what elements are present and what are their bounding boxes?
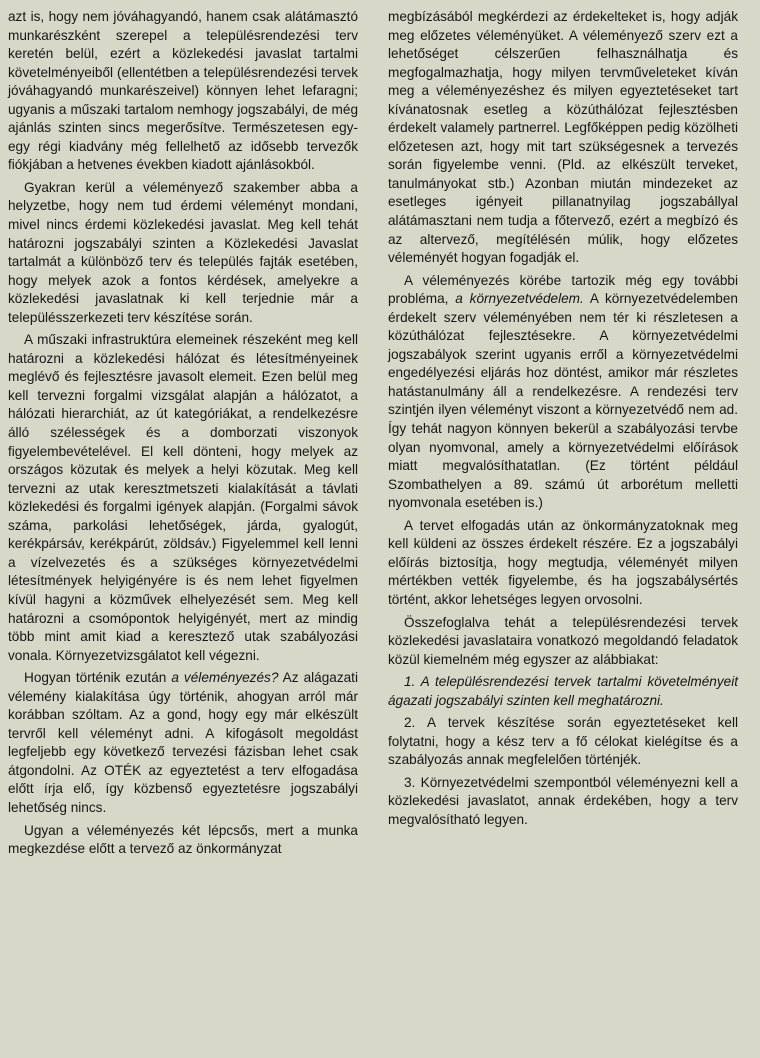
emphasized-term: a környezetvédelem.	[455, 291, 584, 307]
paragraph-continuation: megbízásából megkérdezi az érdekelteket is, hogy adják meg előzetes véleményüket. A véleményező szerv ezt a lehetőséget célszerűen felhasználhatja és megfogalmazhatja, hogy milyen tervműveleteket kíván meg a véleményezéshez és milyen egyeztetéseket tart kívánatosnak esetleg a közúthálózat fejlesztésben érdekelt valamely partnerrel. Legfőképpen pedig közölheti előzetesen azt, hogy mit tart szükségesnek a tervezés során figyelembe venni. (Pld. az elkészült terveket, tanulmányokat stb.) Azonban miután mindezeket az esetleges igényeit pillanatnyilag jogszabállyal alátámasztani nem tudja a főtervező, ezért a megbízó és az altervező, megítélésén múlik, hogy előzetes véleményét hogyan fogadják el.	[388, 9, 738, 266]
paragraph	[388, 272, 738, 513]
paragraph-text: Hogyan történik ezután	[24, 670, 172, 686]
paragraph: 3. Környezetvédelmi szempontból véleményezni kell a közlekedési javaslatot, annak érdekében, hogy a terv megvalósítható legyen.	[388, 774, 738, 827]
summary-point: 1. A településrendezési tervek tartalmi követelményeit ágazati jogszabályi szinten kell meghatározni.	[388, 674, 738, 708]
paragraph: Ugyan a véleményezés két lépcsős, mert a munka megkezdése előtt a tervező az önkormányzat	[8, 822, 358, 857]
paragraph-text: A véleményezés körébe tartozik még egy további probléma,	[388, 272, 738, 307]
paragraph-text: Az alágazati vélemény kialakítása úgy történik, ahogyan arról már korábban szóltam. Az a gond, hogy egy már elkészült tervről kell véleményt adni. A kifogásolt megoldást legfeljebb egy következő tervezési fázisban lehet csak átgondolni. Az OTÉK az egyeztetést a terv elfogadása előtt írja elő, így közbenső egyeztetésre jogszabályi lehetőség nincs.	[8, 670, 358, 815]
paragraph-text: A környezetvédelemben érdekelt szerv véleményében nem tér ki részletesen a közúthálózat fejlesztésekre. A környezetvédelmi jogszabályok szerint ugyanis erről a környezetvédelmi engedélyezési eljárás hoz döntést, amikor már részletes hatástanulmány áll a rendelkezésre. A rendezési terv szintjén ilyen véleményt viszont a környezetvédő nem ad. Így tehát nagyon könnyen bekerül a szabályozási tervbe olyan nyomvonal, amely a környezetvédelmi előírások miatt megvalósíthatatlan. (Ez történt például Szombathelyen a 89. számú út arborétum melletti nyomvonala esetében is.)	[388, 291, 738, 511]
paragraph: Gyakran kerül a véleményező szakember abba a helyzetbe, hogy nem tud érdemi véleményt mondani, mivel nincs érdemi közlekedési javaslat. Meg kell tehát határozni jogszabályi szinten a Közlekedési Javaslat tartalmát a különböző terv és település fajták esetében, hogy melyek azok a fontos kérdések, amelyekre a közlekedési javaslatnak ki kell terjednie már a településszerkezeti terv készítése során.	[8, 179, 358, 325]
paragraph	[8, 669, 358, 817]
emphasized-term: a véleményezés?	[171, 670, 279, 686]
text-column-right	[388, 8, 738, 1058]
paragraph: A műszaki infrastruktúra elemeinek részeként meg kell határozni a közlekedési hálózat és létesítményeinek meglévő és fejlesztésre javasolt elemeit. Ezen belül meg kell tervezni forgalmi vizsgálat alapján a hálózatot, a hálózati hierarchiát, az út kategóriákat, a rendelkezésre álló szélességek és a domborzati viszonyok figyelembevételével. El kell dönteni, hogy melyek az országos közutak és melyek a helyi közutak. Meg kell tervezni az utak keresztmetszeti kialakítását a távlati közlekedési és forgalmi igények alapján. (Forgalmi sávok száma, parkolási lehetőségek, járda, gyalogút, kerékpársáv, kerékpárút, zöldsáv.) Figyelemmel kell lenni a vízelvezetés és a szükséges környezetvédelmi létesítmények helyigényére is és nem lehet figyelmen kívül hagyni a közművek elhelyezését sem. Meg kell határozni a csomópontok helyigényét, mert az mindig több mint amit kiad a keresztező utak szabályozási vonala. Környezetvizsgálatot kell végezni.	[8, 332, 358, 663]
paragraph: 2. A tervek készítése során egyeztetéseket kell folytatni, hogy a kész terv a fő célokat kielégítse és a szabályozás annak megfelelően történjék.	[388, 715, 738, 768]
paragraph: A tervet elfogadás után az önkormányzatoknak meg kell küldeni az összes érdekelt részére. Ez a jogszabályi előírás biztosítja, hogy megtudja, véleményét milyen mértékben vették figyelembe, és ha jogszabálysértés történt, akkor lehetséges legyen orvosolni.	[388, 517, 738, 607]
paragraph: Összefoglalva tehát a településrendezési tervek közlekedési javaslataira vonatkozó megoldandó feladatok közül kiemelném még egyszer az alábbiakat:	[388, 614, 738, 667]
text-column-left	[8, 8, 358, 1058]
paragraph-continuation: azt is, hogy nem jóváhagyandó, hanem csak alátámasztó munkarészként szerepel a településrendezési terv keretén belül, ezért a közlekedési javaslat tartalmi követelményeiből (ellentétben a településrendezési tervek jóváhagyandó munkarészeivel) könnyen lehet lefaragni; ugyanis a műszaki tartalom nemhogy jogszabályi, de még ajánlás szinten sincs megerősítve. Természetesen egy-egy régi kiadvány még fellelhető az idősebb tervezők fiókjában a hetvenes években kiadott ajánlásokból.	[8, 9, 358, 173]
